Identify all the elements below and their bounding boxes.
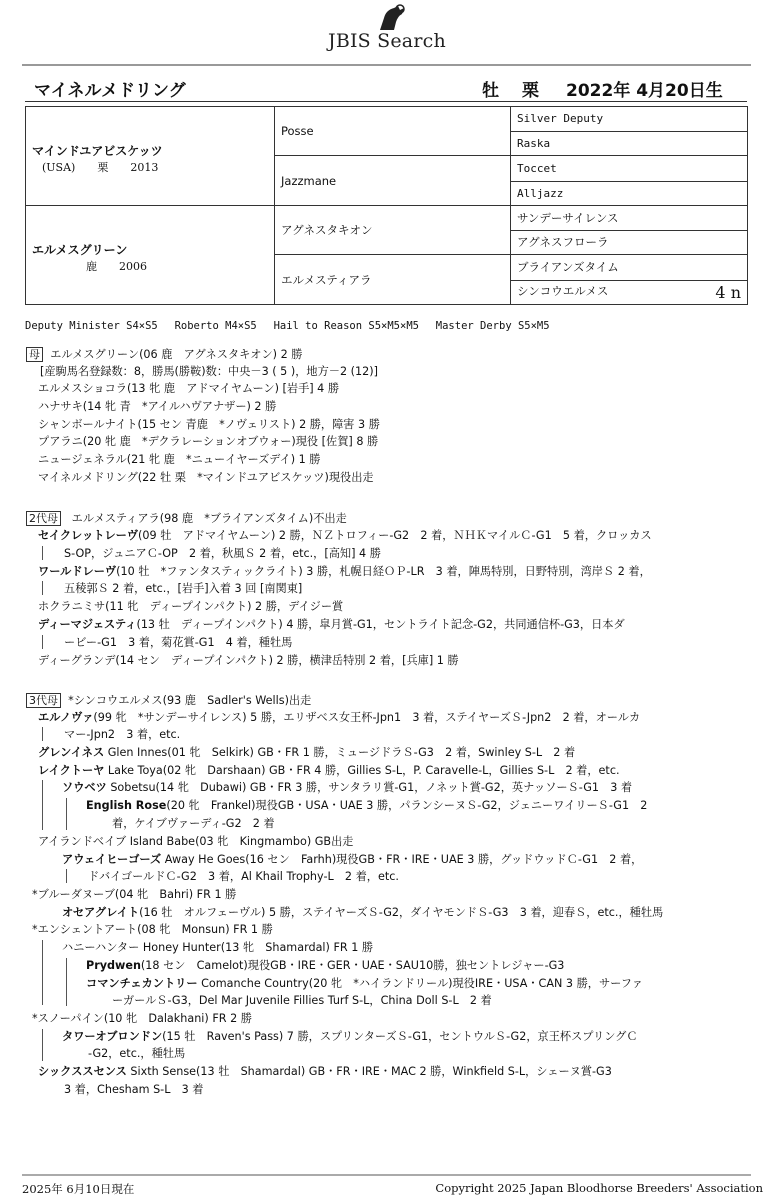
g3-l2-name[interactable]: グレンイネス (38, 746, 105, 759)
ped-ddd[interactable]: シンコウエルメス (517, 283, 609, 298)
ped-sdd[interactable]: Alljazz (511, 181, 748, 206)
dam-foal[interactable]: ハナサキ(14 牝 青 *アイルハヴアナザー) 2 勝 (38, 400, 277, 413)
g2-line[interactable]: ディーグランデ(14 セン ディープインパクト) 2 勝，横津岳特別 2 着，[兵庫] 1 勝 (38, 654, 459, 667)
tree-line (66, 958, 67, 1006)
sire-dam-name[interactable]: Jazzmane (281, 173, 337, 188)
g3-l12-name[interactable]: Prydwen (86, 959, 141, 972)
g3-l13-rest: Comanche Country(20 牝 *ハイランドリール)現役IRE・USA・CAN 3 勝，サーファ (197, 977, 643, 990)
g3-l1-rest: (99 牝 *サンデーサイレンス) 5 勝，エリザベス女王杯-Jpn1 3 着，ステイヤーズＳ-Jpn2 2 着，オールカ (93, 711, 641, 724)
g3-l4-rest: Sobetsu(14 牝 Dubawi) GB・FR 3 勝，サンタラリ賞-G1，ノネット賞-G2，英ナッソーＳ-G1 3 着 (106, 781, 633, 794)
section-label-g3: 3代母 (26, 693, 61, 708)
dam-info: 鹿 2006 (42, 259, 147, 273)
dam-foal[interactable]: プアラニ(20 牝 鹿 *デクラレーションオブウォー)現役 [佐賀] 8 勝 (38, 435, 379, 448)
horse-sex: 牡 (482, 81, 499, 101)
ped-sds[interactable]: Toccet (511, 156, 748, 182)
g3-line: マー-Jpn2 3 着，etc. (64, 728, 181, 741)
dam-foal[interactable]: シャンボールナイト(15 セン 青鹿 *ノヴェリスト) 2 勝，障害 3 勝 (38, 418, 380, 431)
g3-line (62, 780, 632, 796)
g3-line[interactable]: *エンシェントアート(08 牝 Monsun) FR 1 勝 (32, 923, 273, 936)
jbis-logo[interactable] (320, 4, 470, 56)
g2-line (38, 528, 652, 544)
g3-line: 3 着，Chesham S-L 3 着 (64, 1083, 204, 1096)
g2-line: S-OP，ジュニアＣ-OP 2 着，秋風Ｓ 2 着，etc.，[高知] 4 勝 (64, 547, 381, 560)
dam-foal[interactable]: マイネルメドリング(22 牡 栗 *マインドユアビスケッツ)現役出走 (38, 471, 374, 484)
sire-sire-cell (275, 107, 511, 156)
sire-name[interactable]: マインドユアビスケッツ (32, 143, 163, 158)
g3-l7-rest: Away He Goes(16 セン Farhh)現役GB・FR・IRE・UAE 3 勝，グッドウッドＣ-G1 2 着， (161, 853, 643, 866)
g3-l12-rest: (18 セン Camelot)現役GB・IRE・GER・UAE・SAU10勝，独セントレジャー-G3 (140, 959, 565, 972)
g3-l7-name[interactable]: アウェイヒーゴーズ (62, 853, 162, 866)
dam-foal[interactable]: エルメスショコラ(13 牝 鹿 アドマイヤムーン) [岩手] 4 勝 (38, 382, 340, 395)
tree-line (42, 780, 43, 830)
ped-dds[interactable]: ブライアンズタイム (511, 255, 748, 281)
g3-line: 着，ケイブヴァーディ-G2 2 着 (112, 817, 275, 830)
g2-r1-rest: (09 牡 アドマイヤムーン) 2 勝，ＮＺトロフィー-G2 2 着，ＮＨＫマイルＣ-G1 5 着，クロッカス (138, 529, 652, 542)
g3-l9-name[interactable]: オセアグレイト (62, 906, 140, 919)
dam-dam-name[interactable]: エルメスティアラ (281, 272, 372, 287)
g2-r1-name[interactable]: セイクレットレーヴ (38, 529, 139, 542)
header-divider (25, 101, 747, 102)
tree-line (42, 546, 43, 560)
g3-head-line (26, 693, 311, 709)
g3-l5-name[interactable]: English Rose (86, 799, 167, 812)
footer-divider (22, 1174, 751, 1176)
g2-head[interactable]: エルメスティアラ(98 鹿 *ブライアンズタイム)不出走 (71, 512, 347, 525)
g3-line[interactable]: *ブルーダヌーブ(04 牝 Bahri) FR 1 勝 (32, 888, 237, 901)
top-divider (22, 64, 751, 66)
dam-sire-cell (275, 206, 511, 255)
horse-trophy-icon (372, 4, 412, 32)
g3-l1-name[interactable]: エルノヴァ (38, 711, 94, 724)
g3-l15-rest: (15 牡 Raven's Pass) 7 勝，スプリンターズＳ-G1，セントウルＳ-G2，京王杯スプリングＣ (162, 1030, 638, 1043)
sire-cell (26, 107, 275, 206)
sire-sire-name[interactable]: Posse (281, 124, 314, 138)
ped-sss[interactable]: Silver Deputy (511, 107, 748, 132)
ped-ddd-cell (511, 280, 748, 305)
tree-line (42, 727, 43, 741)
g2-r4-rest: (13 牡 ディープインパクト) 4 勝，皐月賞-G1，セントライト記念-G2，共同通信杯-G3，日本ダ (136, 618, 625, 631)
g3-l3-name[interactable]: レイクトーヤ (38, 764, 105, 777)
g2-line[interactable]: ホクラニミサ(11 牝 ディープインパクト) 2 勝，デイジー賞 (38, 600, 344, 613)
g3-line (38, 763, 620, 779)
tree-line (42, 1029, 43, 1061)
cross-count: 4 n (715, 282, 741, 302)
g3-line (38, 1064, 612, 1080)
sire-info: (USA) 栗 2013 (42, 160, 159, 174)
g3-l16-name[interactable]: シックススセンス (38, 1065, 127, 1078)
dam-dam-cell (275, 255, 511, 305)
tree-line (42, 940, 43, 1005)
g3-l13-name[interactable]: コマンチェカントリー (86, 977, 198, 990)
g3-line (62, 1029, 638, 1045)
g2-r4-name[interactable]: ディーマジェスティ (38, 618, 137, 631)
g2-head-line (26, 511, 347, 527)
sire-dam-cell (275, 156, 511, 206)
section-label-dam: 母 (26, 347, 43, 362)
g3-line[interactable]: ハニーハンター Honey Hunter(13 牝 Shamardal) FR 1 勝 (62, 941, 374, 954)
as-of-date: 2025年 6月10日現在 (22, 1182, 135, 1196)
tree-line (42, 635, 43, 649)
ped-dsd[interactable]: アグネスフローラ (511, 230, 748, 255)
g3-l16-rest: Sixth Sense(13 牡 Shamardal) GB・FR・IRE・MAC 2 勝，Winkfield S-L，シェーヌ賞-G3 (126, 1065, 612, 1078)
ped-ssd[interactable]: Raska (511, 131, 748, 156)
pedigree-table (25, 106, 748, 305)
tree-line (66, 798, 67, 830)
g3-line: -G2，etc.，種牡馬 (88, 1047, 186, 1060)
g3-l3-rest: Lake Toya(02 牝 Darshaan) GB・FR 4 勝，Gillies S-L，P. Caravelle-L，Gillies S-L 2 着，etc. (104, 764, 620, 777)
g2-r2-name[interactable]: ワールドレーヴ (38, 565, 117, 578)
horse-birthdate: 2022年 4月20日生 (566, 81, 723, 101)
g2-line: 五稜郭Ｓ 2 着，etc.，[岩手]入着 3 回 [南関東] (64, 582, 303, 595)
g3-l5-rest: (20 牝 Frankel)現役GB・USA・UAE 3 勝，パランシーヌＳ-G2，ジェニーワイリーＳ-G1 2 (166, 799, 648, 812)
dam-head[interactable]: エルメスグリーン(06 鹿 アグネスタキオン) 2 勝 (50, 348, 303, 361)
g3-l15-name[interactable]: タワーオブロンドン (62, 1030, 163, 1043)
g2-line (38, 617, 625, 633)
g3-line (86, 976, 643, 992)
inbreeding-crosses: Deputy Minister S4×S5 Roberto M4×S5 Hail to Reason S5×M5×M5 Master Derby S5×M5 (25, 320, 550, 332)
copyright: Copyright 2025 Japan Bloodhorse Breeders' Association (435, 1181, 763, 1195)
g3-line (86, 798, 647, 814)
section-label-g2: 2代母 (26, 511, 61, 526)
g2-r2-rest: (10 牡 *ファンタスティックライト) 3 勝，札幌日経ＯＰ-LR 3 着，陣馬特別，日野特別，湾岸Ｓ 2 着， (116, 565, 651, 578)
logo-text: JBIS Search (328, 30, 446, 52)
dam-name[interactable]: エルメスグリーン (32, 242, 128, 257)
horse-header (34, 76, 734, 102)
dam-cell (26, 206, 275, 305)
horse-color: 栗 (522, 81, 539, 101)
dam-foal[interactable]: ニュージェネラル(21 牝 鹿 *ニューイヤーズデイ) 1 勝 (38, 453, 321, 466)
g3-head[interactable]: *シンコウエルメス(93 鹿 Sadler's Wells)出走 (68, 694, 312, 707)
g3-line (38, 745, 575, 761)
g2-line: ービー-G1 3 着，菊花賞-G1 4 着，種牡馬 (64, 636, 293, 649)
g3-l2-rest: Glen Innes(01 牝 Selkirk) GB・FR 1 勝，ミュージドラＳ-G3 2 着，Swinley S-L 2 着 (104, 746, 576, 759)
g3-l4-name[interactable]: ソウベツ (62, 781, 107, 794)
dam-stats: [産駒馬名登録数：8，勝馬(勝鞍)数：中央－3 ( 5 )，地方－2 (12)] (40, 365, 378, 378)
ped-dss[interactable]: サンデーサイレンス (511, 206, 748, 231)
dam-sire-name[interactable]: アグネスタキオン (281, 223, 373, 237)
g3-line (62, 852, 642, 868)
g3-l9-rest: (16 牡 オルフェーヴル) 5 勝，ステイヤーズＳ-G2，ダイヤモンドＳ-G3 3 着，迎春Ｓ，etc.，種牡馬 (139, 906, 664, 919)
g3-line[interactable]: アイランドベイブ Island Babe(03 牝 Kingmambo) GB出走 (38, 835, 354, 848)
dam-head-line (26, 347, 302, 363)
g3-line (38, 710, 640, 726)
g3-line: ーガールＳ-G3，Del Mar Juvenile Fillies Turf S-L，China Doll S-L 2 着 (112, 994, 492, 1007)
tree-line (42, 581, 43, 595)
g3-line[interactable]: *スノーパイン(10 牝 Dalakhani) FR 2 勝 (32, 1012, 252, 1025)
g3-line (62, 905, 663, 921)
horse-name: マイネルメドリング (34, 81, 186, 101)
g3-line: ドバイゴールドＣ-G2 3 着，Al Khail Trophy-L 2 着，etc. (88, 870, 399, 883)
g3-line (86, 958, 564, 974)
g2-line (38, 564, 651, 580)
tree-line (66, 869, 67, 883)
